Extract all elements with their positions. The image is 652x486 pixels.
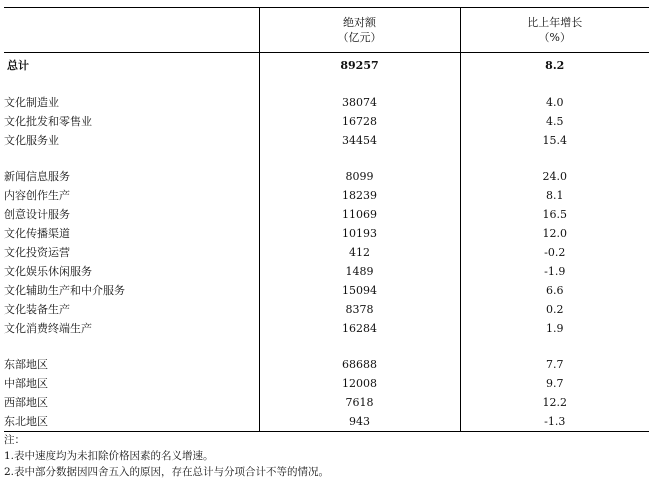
total-row [4, 53, 649, 79]
table-notes [4, 432, 649, 480]
growth-value-cell: 6.6 [460, 281, 649, 300]
row-label: 总计 [7, 59, 29, 72]
row-label: 文化投资运营 [4, 246, 70, 259]
spacer-row [4, 78, 649, 93]
growth-value-cell: 0.2 [460, 300, 649, 319]
header-absolute-amount [259, 8, 460, 53]
growth-value-cell: 1.9 [460, 319, 649, 338]
row-label: 文化辅助生产和中介服务 [4, 284, 125, 297]
absolute-value-cell: 8378 [259, 300, 460, 319]
growth-value-cell: 8.1 [460, 186, 649, 205]
absolute-value-cell: 38074 [259, 93, 460, 112]
table-row [4, 186, 649, 205]
absolute-value-cell: 12008 [259, 374, 460, 393]
table-row [4, 281, 649, 300]
header-blank-cell [4, 8, 259, 53]
growth-value-cell: -1.9 [460, 262, 649, 281]
table-row [4, 112, 649, 131]
absolute-value-cell: 7618 [259, 393, 460, 412]
table-row [4, 205, 649, 224]
growth-value-cell: 7.7 [460, 355, 649, 374]
absolute-value-cell: 943 [259, 412, 460, 432]
row-label: 文化消费终端生产 [4, 322, 92, 335]
table-header-row [4, 8, 649, 53]
statistics-table [4, 7, 649, 432]
growth-value-cell: 24.0 [460, 167, 649, 186]
table-row [4, 374, 649, 393]
spacer-row [4, 338, 649, 355]
absolute-value-cell: 89257 [259, 53, 460, 79]
absolute-value-cell: 1489 [259, 262, 460, 281]
absolute-value-cell: 68688 [259, 355, 460, 374]
row-label: 西部地区 [4, 396, 48, 409]
absolute-value-cell: 11069 [259, 205, 460, 224]
growth-value-cell: 16.5 [460, 205, 649, 224]
absolute-value-cell: 15094 [259, 281, 460, 300]
growth-value-cell: 12.0 [460, 224, 649, 243]
notes-heading: 注： [4, 434, 25, 446]
header-growth-rate-unit: （%） [538, 31, 571, 44]
table-row [4, 355, 649, 374]
row-label: 文化服务业 [4, 134, 59, 147]
table-row [4, 224, 649, 243]
absolute-value-cell: 34454 [259, 131, 460, 150]
spacer-row [4, 150, 649, 167]
header-growth-rate [460, 8, 649, 53]
header-absolute-amount-unit: （亿元） [337, 31, 382, 44]
table-row [4, 243, 649, 262]
row-label: 创意设计服务 [4, 208, 70, 221]
note-item: 1.表中速度均为未扣除价格因素的名义增速。 [4, 450, 214, 462]
growth-value-cell: 12.2 [460, 393, 649, 412]
absolute-value-cell: 16728 [259, 112, 460, 131]
row-label: 东部地区 [4, 358, 48, 371]
row-label: 文化装备生产 [4, 303, 70, 316]
table-row [4, 300, 649, 319]
row-label: 文化娱乐休闲服务 [4, 265, 92, 278]
table-row [4, 262, 649, 281]
table-row [4, 319, 649, 338]
growth-value-cell: 4.5 [460, 112, 649, 131]
growth-value-cell: 8.2 [460, 53, 649, 79]
note-item: 2.表中部分数据因四舍五入的原因，存在总计与分项合计不等的情况。 [4, 466, 330, 478]
row-label: 文化传播渠道 [4, 227, 70, 240]
growth-value-cell: 9.7 [460, 374, 649, 393]
row-label: 内容创作生产 [4, 189, 70, 202]
row-label: 新闻信息服务 [4, 170, 70, 183]
row-label: 中部地区 [4, 377, 48, 390]
header-absolute-amount-label: 绝对额 [343, 16, 376, 29]
absolute-value-cell: 18239 [259, 186, 460, 205]
header-growth-rate-label: 比上年增长 [527, 16, 583, 29]
table-row [4, 131, 649, 150]
row-label: 文化制造业 [4, 96, 59, 109]
growth-value-cell: -1.3 [460, 412, 649, 432]
absolute-value-cell: 16284 [259, 319, 460, 338]
table-row [4, 167, 649, 186]
absolute-value-cell: 412 [259, 243, 460, 262]
growth-value-cell: 4.0 [460, 93, 649, 112]
table-row [4, 93, 649, 112]
growth-value-cell: -0.2 [460, 243, 649, 262]
table-row [4, 393, 649, 412]
table-row [4, 412, 649, 432]
absolute-value-cell: 8099 [259, 167, 460, 186]
row-label: 文化批发和零售业 [4, 115, 92, 128]
row-label: 东北地区 [4, 412, 259, 432]
growth-value-cell: 15.4 [460, 131, 649, 150]
absolute-value-cell: 10193 [259, 224, 460, 243]
